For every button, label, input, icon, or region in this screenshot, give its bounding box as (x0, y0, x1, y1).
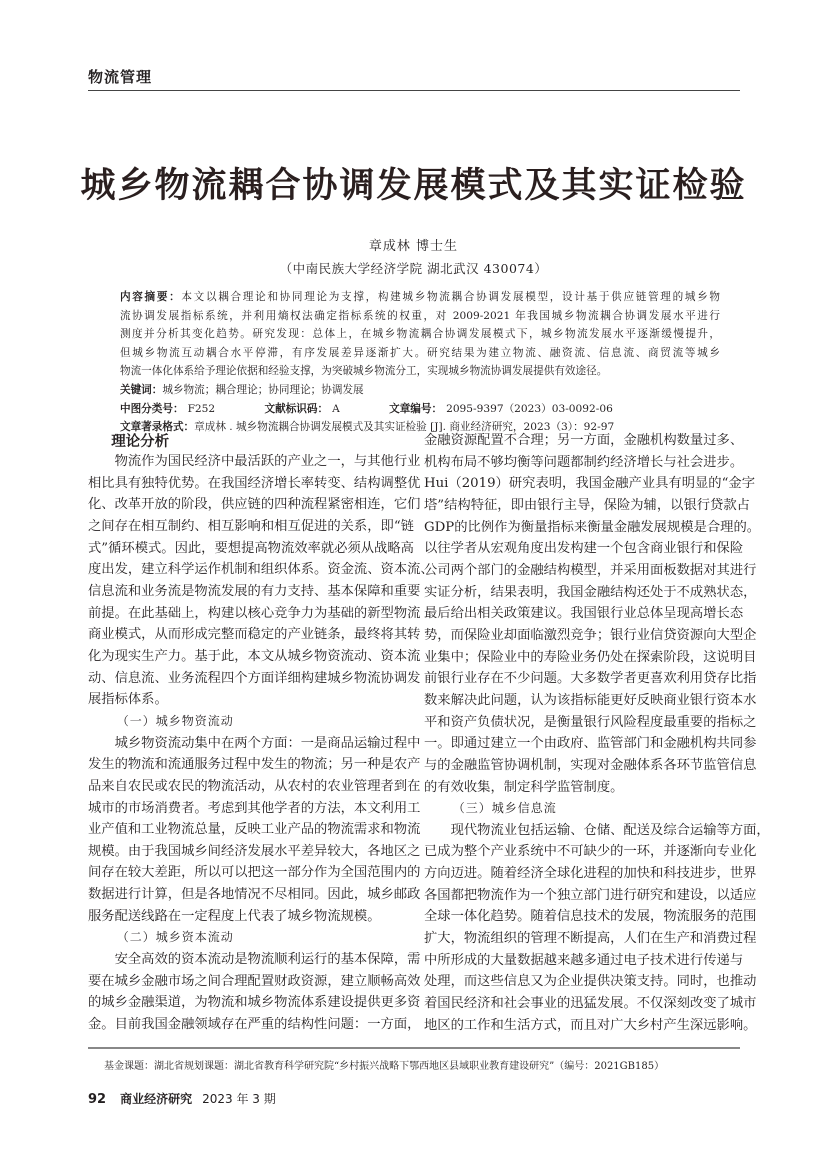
article-title: 城乡物流耦合协调发展模式及其实证检验 (80, 165, 747, 206)
body-line: 着国民经济和社会事业的迅猛发展。不仅深刻改变了城市 (424, 996, 757, 1012)
body-line: 全球一体化趋势。随着信息技术的发展，物流服务的范围 (424, 909, 757, 925)
keywords-label: 关键词： (120, 383, 163, 396)
body-line: GDP的比例作为衡量指标来衡量金融发展规模是合理的。 (424, 519, 761, 535)
body-line: 数据进行计算，但是各地情况不尽相同。因此，城乡邮政 (88, 887, 421, 903)
body-line: 度出发，建立科学运作机制和组织体系。资金流、资本流、 (88, 562, 434, 578)
clc-value: F252 (187, 402, 216, 415)
body-line: 现代物流业包括运输、仓储、配送及综合运输等方面， (450, 822, 770, 838)
footnote-divider (88, 1047, 740, 1049)
body-line: 规模。由于我国城乡间经济发展水平差异较大，各地区之 (88, 843, 421, 859)
body-line: 地区的工作和生活方式，而且对广大乡村产生深远影响。 (424, 1017, 757, 1033)
body-line: 商业模式，从而形成完整而稳定的产业链条，最终将其转 (88, 627, 421, 643)
body-line: 处理，而这些信息又为企业提供决策支持。同时，也推动 (424, 974, 757, 990)
body-line: 前银行业存在不少问题。大多数学者更喜欢利用贷存比指 (424, 671, 757, 687)
body-line: 式”循环模式。因此，要想提高物流效率就必须从战略高 (88, 540, 414, 556)
body-line: 扩大，物流组织的管理不断提高，人们在生产和消费过程 (424, 931, 757, 947)
keywords (120, 381, 720, 400)
abstract-line (120, 325, 720, 344)
section-heading: 理论分析 (111, 434, 170, 450)
abstract-block (120, 288, 720, 437)
body-line: 安全高效的资本流动是物流顺利运行的基本保障，需 (114, 952, 421, 968)
body-line: 发生的物流和流通服务过程中发生的物流；另一种是农产 (88, 757, 421, 773)
body-line: 物流作为国民经济中最活跃的产业之一，与其他行业 (114, 454, 421, 469)
issue: 2023 年 3 期 (202, 1092, 276, 1106)
body-column-left (88, 430, 434, 1036)
body-line: 最后给出相关政策建议。我国银行业总体呈现高增长态 (424, 606, 744, 622)
header-divider (88, 90, 740, 91)
body-line: 已成为整个产业系统中不可缺少的一环，并逐渐向专业化 (424, 844, 757, 860)
subsection-heading: （三）城乡信息流 (452, 801, 557, 816)
body-line: 业集中；保险业中的寿险业务仍处在探索阶段，这说明目 (424, 649, 757, 665)
abstract-line-text: 但城乡物流互动耦合水平停滞，有序发展差异逐渐扩大。研究结果为建立物流、融资流、信息流、商贸流等城乡 (120, 346, 720, 359)
body-line: 方向迈进。随着经济全球化进程的加快和科技进步，世界 (424, 866, 757, 882)
body-line: 金。目前我国金融领域存在严重的结构性问题：一方面， (88, 1017, 421, 1033)
body-line: Hui（2019）研究表明，我国金融产业具有明显的“金字 (424, 476, 755, 492)
body-line: 相比具有独特优势。在我国经济增长率转变、结构调整优 (88, 475, 421, 491)
author: 章成林 博士生 (368, 239, 459, 254)
body-line: 展指标体系。 (88, 692, 168, 708)
body-line: 信息流和业务流是物流发展的有力支持、基本保障和重要 (88, 583, 421, 599)
article-no-label: 文章编号： (389, 402, 443, 415)
journal-name: 商业经济研究 (120, 1092, 193, 1106)
body-line: 各国都把物流作为一个独立部门进行研究和建设，以适应 (424, 887, 757, 903)
body-line: 服务配送线路在一定程度上代表了城乡物流规模。 (88, 908, 381, 924)
fund-note: 基金课题：湖北省规划课题：湖北省教育科学研究院“乡村振兴战略下鄂西地区县域职业教育建设研究”（编号：2021GB185） (104, 1061, 665, 1072)
abstract-line (120, 344, 720, 363)
abstract-line (120, 288, 720, 307)
body-line: 动、信息流、业务流程四个方面详细构建城乡物流协调发 (88, 670, 421, 686)
subsection-heading: （一）城乡物资流动 (116, 713, 234, 728)
body-line: 机构布局不够均衡等问题都制约经济增长与社会进步。 (424, 454, 744, 470)
abstract-label: 内容摘要： (120, 291, 182, 303)
abstract-line-text: 物流一体化体系给予理论依据和经验支撑，为突破城乡物流分工，实现城乡物流协调发展提供有效途径。 (120, 365, 608, 378)
classification-row (120, 400, 720, 419)
doc-code-value: A (332, 402, 340, 415)
affiliation: （中南民族大学经济学院 湖北武汉 430074） (279, 261, 548, 276)
abstract-line-text: 本文以耦合理论和协同理论为支撑，构建城乡物流耦合协调发展模型，设计基于供应链管理的城乡物 (181, 291, 721, 303)
abstract-line-text: 测度并分析其变化趋势。研究发现：总体上，在城乡物流耦合协调发展模式下，城乡物流发展水平逐渐缓慢提升， (120, 328, 720, 341)
body-line: 势，而保险业却面临激烈竞争；银行业信贷资源向大型企 (424, 627, 757, 643)
keywords-value: 城乡物流；耦合理论；协同理论；协调发展 (162, 383, 364, 396)
body-line: 中所形成的大量数据越来越多通过电子技术进行传递与 (424, 952, 744, 968)
body-line: 公司两个部门的金融结构模型，并采用面板数据对其进行 (424, 562, 757, 578)
body-line: 实证分析，结果表明，我国金融结构还处于不成熟状态， (424, 584, 757, 600)
abstract-line (120, 307, 720, 326)
body-line: 的城乡金融渠道，为物流和城乡物流体系建设提供更多资 (88, 995, 421, 1011)
body-line: 数来解决此问题，认为该指标能更好反映商业银行资本水 (424, 692, 757, 708)
body-line: 品来自农民或农民的物流活动，从农村的农业管理者到在 (88, 778, 421, 794)
doc-code-label: 文献标识码： (264, 402, 329, 415)
section-label: 物流管理 (88, 68, 153, 86)
body-line: 前提。在此基础上，构建以核心竞争力为基础的新型物流 (88, 605, 421, 621)
page-footer (88, 1090, 276, 1107)
body-line: 业产值和工业物流总量，反映工业产品的物流需求和物流 (88, 822, 421, 838)
body-line: 城乡物资流动集中在两个方面：一是商品运输过程中 (114, 735, 421, 751)
citation-value: 章成林 . 城乡物流耦合协调发展模式及其实证检验 [J]. 商业经济研究，2023（3）：92-97 (194, 421, 615, 434)
body-line: 化、改革开放的阶段，供应链的四种流程紧密相连，它们 (88, 497, 421, 513)
body-line: 间存在较大差距，所以可以把这一部分作为全国范围内的 (88, 865, 421, 881)
body-line: 之间存在相互制约、相互影响和相互促进的关系，即“链 (88, 518, 414, 534)
body-line: 以往学者从宏观角度出发构建一个包含商业银行和保险 (424, 541, 744, 557)
page-number: 92 (88, 1092, 107, 1107)
body-line: 平和资产负债状况，是衡量银行风险程度最重要的指标之 (424, 714, 757, 730)
clc-label: 中图分类号： (120, 402, 184, 415)
body-line: 一。即通过建立一个由政府、监管部门和金融机构共同参 (424, 736, 757, 752)
subsection-heading: （二）城乡资本流动 (116, 930, 234, 945)
citation-label: 文章著录格式： (120, 421, 195, 434)
body-line: 塔”结构特征，即由银行主导，保险为辅，以银行贷款占 (424, 497, 750, 513)
abstract-line (120, 362, 720, 381)
abstract-text (120, 288, 720, 381)
body-column-right (424, 430, 770, 1036)
body-line: 要在城乡金融市场之间合理配置财政资源，建立顺畅高效 (88, 973, 421, 989)
body-line: 化为现实生产力。基于此，本文从城乡物资流动、资本流 (88, 648, 421, 664)
article-no-value: 2095-9397（2023）03-0092-06 (446, 402, 613, 415)
abstract-line-text: 流协调发展指标系统，并利用熵权法确定指标系统的权重，对 2009-2021 年我国城乡物流耦合协调发展水平进行 (120, 309, 720, 322)
body-line: 城市的市场消费者。考虑到其他学者的方法，本文利用工 (88, 800, 421, 816)
body-line: 的有效收集，制定科学监管制度。 (424, 779, 624, 795)
body-line: 与的金融监管协调机制，实现对金融体系各环节监管信息 (424, 757, 757, 773)
body-line: 金融资源配置不合理；另一方面，金融机构数量过多、 (424, 433, 744, 448)
